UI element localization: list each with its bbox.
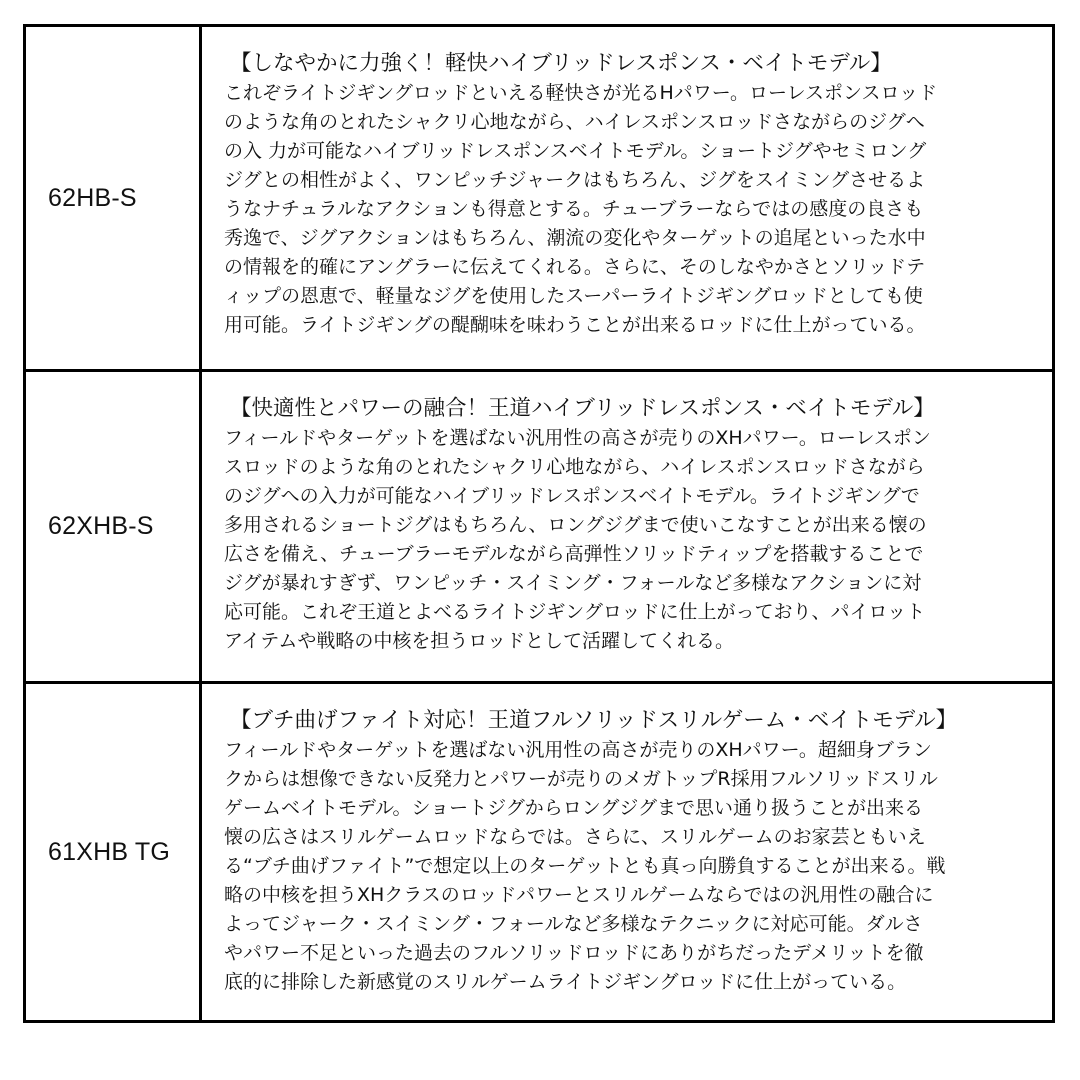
table-row: [26, 27, 1052, 369]
rod-spec-table: [23, 24, 1055, 1023]
description-line: 多用されるショートジグはもちろん、ロングジグまで使いこなすことが出来る懐の: [224, 514, 927, 536]
description-line: 略の中核を担うXHクラスのロッドパワーとスリルゲームならではの汎用性の融合に: [224, 884, 934, 906]
description-body: [224, 79, 1034, 340]
description-cell: [202, 372, 1052, 681]
description-line: クからは想像できない反発力とパワーが売りのメガトップR採用フルソリッドスリル: [224, 768, 938, 790]
description-line: やパワー不足といった過去のフルソリッドロッドにありがちだったデメリットを徹: [224, 942, 924, 964]
description-heading: 【快適性とパワーの融合！王道ハイブリッドレスポンス・ベイトモデル】: [230, 396, 935, 421]
description-line: の情報を的確にアングラーに伝えてくれる。さらに、そのしなやかさとソリッドテ: [224, 256, 926, 278]
description-line: 底的に排除した新感覚のスリルゲームライトジギングロッドに仕上がっている。: [224, 971, 907, 993]
description-line: 用可能。ライトジギングの醍醐味を味わうことが出来るロッドに仕上がっている。: [224, 314, 926, 336]
description-heading: 【しなやかに力強く！軽快ハイブリッドレスポンス・ベイトモデル】: [230, 51, 892, 76]
description-cell: [202, 27, 1052, 369]
description-cell: [202, 684, 1052, 1020]
description-heading: 【ブチ曲げファイト対応！王道フルソリッドスリルゲーム・ベイトモデル】: [230, 708, 958, 733]
model-name: 62HB-S: [26, 27, 202, 369]
description-body: [224, 424, 1034, 656]
table-row: [26, 681, 1052, 1020]
description-line: フィールドやターゲットを選ばない汎用性の高さが売りのXHパワー。ローレスポン: [224, 427, 931, 449]
description-body: [224, 736, 1034, 997]
description-line: のような角のとれたシャクリ心地ながら、ハイレスポンスロッドさながらのジグへ: [224, 111, 925, 133]
model-name: 62XHB-S: [26, 372, 202, 681]
description-line: 応可能。これぞ王道とよべるライトジギングロッドに仕上がっており、パイロット: [224, 601, 926, 623]
description-line: これぞライトジギングロッドといえる軽快さが光るHパワー。ローレスポンスロッド: [224, 82, 938, 104]
description-line: うなナチュラルなアクションも得意とする。チューブラーならではの感度の良さも: [224, 198, 924, 220]
description-line: ィップの恩恵で、軽量なジグを使用したスーパーライトジギングロッドとしても使: [224, 285, 923, 307]
description-line: 広さを備え、チューブラーモデルながら高弾性ソリッドティップを搭載することで: [224, 543, 924, 565]
model-name: 61XHB TG: [26, 684, 202, 1020]
description-line: のジグへの入力が可能なハイブリッドレスポンスベイトモデル。ライトジギングで: [224, 485, 920, 507]
description-line: ジグとの相性がよく、ワンピッチジャークはもちろん、ジグをスイミングさせるよ: [224, 169, 926, 191]
description-line: フィールドやターゲットを選ばない汎用性の高さが売りのXHパワー。超細身ブラン: [224, 739, 932, 761]
description-line: る“ブチ曲げファイト”で想定以上のターゲットとも真っ向勝負することが出来る。戦: [224, 855, 946, 877]
description-line: 懐の広さはスリルゲームロッドならでは。さらに、スリルゲームのお家芸ともいえ: [224, 826, 926, 848]
description-line: スロッドのような角のとれたシャクリ心地ながら、ハイレスポンスロッドさながら: [224, 456, 925, 478]
description-line: アイテムや戦略の中核を担うロッドとして活躍してくれる。: [224, 630, 734, 652]
table-row: [26, 369, 1052, 681]
description-line: よってジャーク・スイミング・フォールなど多様なテクニックに対応可能。ダルさ: [224, 913, 923, 935]
description-line: 秀逸で、ジグアクションはもちろん、潮流の変化やターゲットの追尾といった水中: [224, 227, 926, 249]
description-line: の入 力が可能なハイブリッドレスポンスベイトモデル。ショートジグやセミロング: [224, 140, 927, 162]
description-line: ゲームベイトモデル。ショートジグからロングジグまで思い通り扱うことが出来る: [224, 797, 924, 819]
description-line: ジグが暴れすぎず、ワンピッチ・スイミング・フォールなど多様なアクションに対: [224, 572, 922, 594]
